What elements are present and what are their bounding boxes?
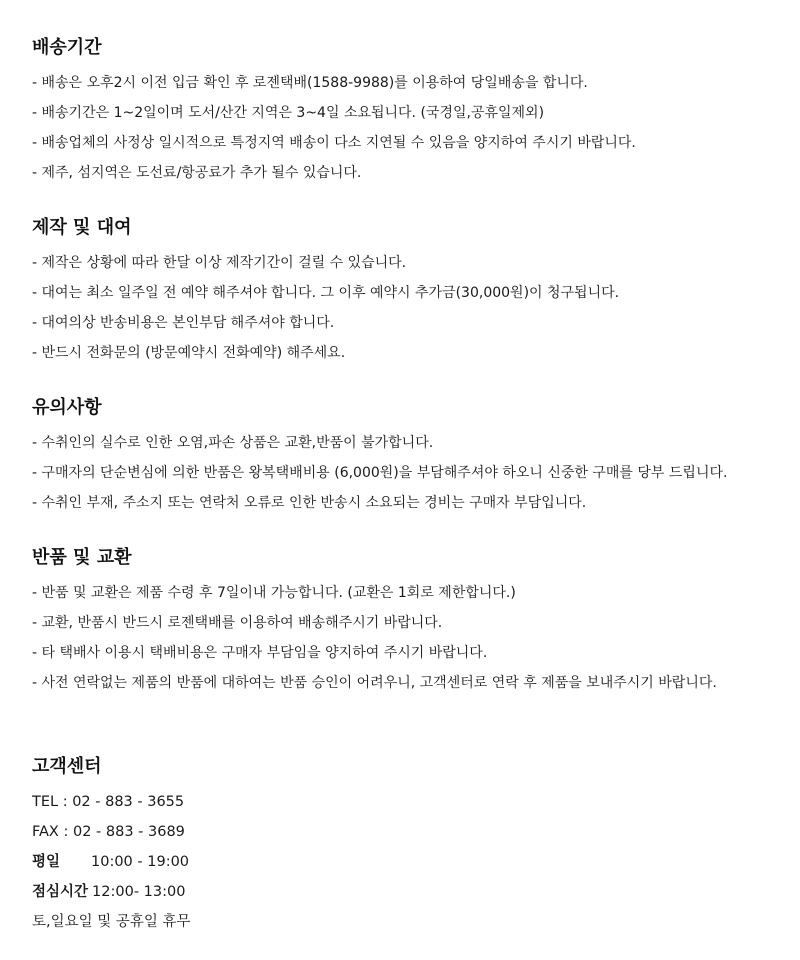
info-line: - 구매자의 단순변심에 의한 반품은 왕복택배비용 (6,000원)을 부담해주셔야 하오니 신중한 구매를 당부 드립니다. (32, 465, 728, 481)
weekday-label: 평일 (32, 854, 61, 870)
section-notice (32, 397, 800, 518)
section-title: 고객센터 (32, 756, 102, 777)
fax-number: FAX : 02 - 883 - 3689 (32, 824, 185, 840)
section-customer-center (32, 756, 800, 937)
lunch-hours-row (32, 877, 800, 907)
holiday-notice: 토,일요일 및 공휴일 휴무 (32, 914, 191, 930)
info-line: - 수취인 부재, 주소지 또는 연락처 오류로 인한 반송시 소요되는 경비는 구매자 부담입니다. (32, 495, 587, 511)
info-line: - 배송업체의 사정상 일시적으로 특정지역 배송이 다소 지연될 수 있음을 양지하여 주시기 바랍니다. (32, 135, 636, 151)
info-line: - 사전 연락없는 제품의 반품에 대하여는 반품 승인이 어려우니, 고객센터로 연락 후 제품을 보내주시기 바랍니다. (32, 675, 717, 691)
info-line: - 수취인의 실수로 인한 오염,파손 상품은 교환,반품이 불가합니다. (32, 435, 434, 451)
section-shipping (32, 37, 800, 188)
section-title: 반품 및 교환 (32, 547, 132, 568)
section-title: 제작 및 대여 (32, 217, 132, 238)
info-line: - 타 택배사 이용시 택배비용은 구매자 부담임을 양지하여 주시기 바랍니다. (32, 645, 488, 661)
info-line: - 제주, 섬지역은 도선료/항공료가 추가 될수 있습니다. (32, 165, 362, 181)
lunch-label: 점심시간 (32, 884, 89, 900)
section-title: 유의사항 (32, 397, 102, 418)
section-title: 배송기간 (32, 37, 102, 58)
info-line: - 반품 및 교환은 제품 수령 후 7일이내 가능합니다. (교환은 1회로 제한합니다.) (32, 585, 516, 601)
info-line: - 교환, 반품시 반드시 로젠택배를 이용하여 배송해주시기 바랍니다. (32, 615, 443, 631)
section-production-rental (32, 217, 800, 368)
weekday-hours: 10:00 - 19:00 (91, 854, 190, 870)
info-line: - 배송은 오후2시 이전 입금 확인 후 로젠택배(1588-9988)를 이용하여 당일배송을 합니다. (32, 75, 588, 91)
weekday-hours-row (32, 847, 800, 877)
info-line: - 대여는 최소 일주일 전 예약 해주셔야 합니다. 그 이후 예약시 추가금(30,000원)이 청구됩니다. (32, 285, 620, 301)
info-line: - 대여의상 반송비용은 본인부담 해주셔야 합니다. (32, 315, 335, 331)
info-line: - 제작은 상황에 따라 한달 이상 제작기간이 걸릴 수 있습니다. (32, 255, 407, 271)
lunch-hours: 12:00- 13:00 (92, 884, 186, 900)
info-line: - 반드시 전화문의 (방문예약시 전화예약) 해주세요. (32, 345, 346, 361)
info-line: - 배송기간은 1~2일이며 도서/산간 지역은 3~4일 소요됩니다. (국경일,공휴일제외) (32, 105, 545, 121)
section-return-exchange (32, 547, 800, 698)
phone-number: TEL : 02 - 883 - 3655 (32, 794, 185, 810)
